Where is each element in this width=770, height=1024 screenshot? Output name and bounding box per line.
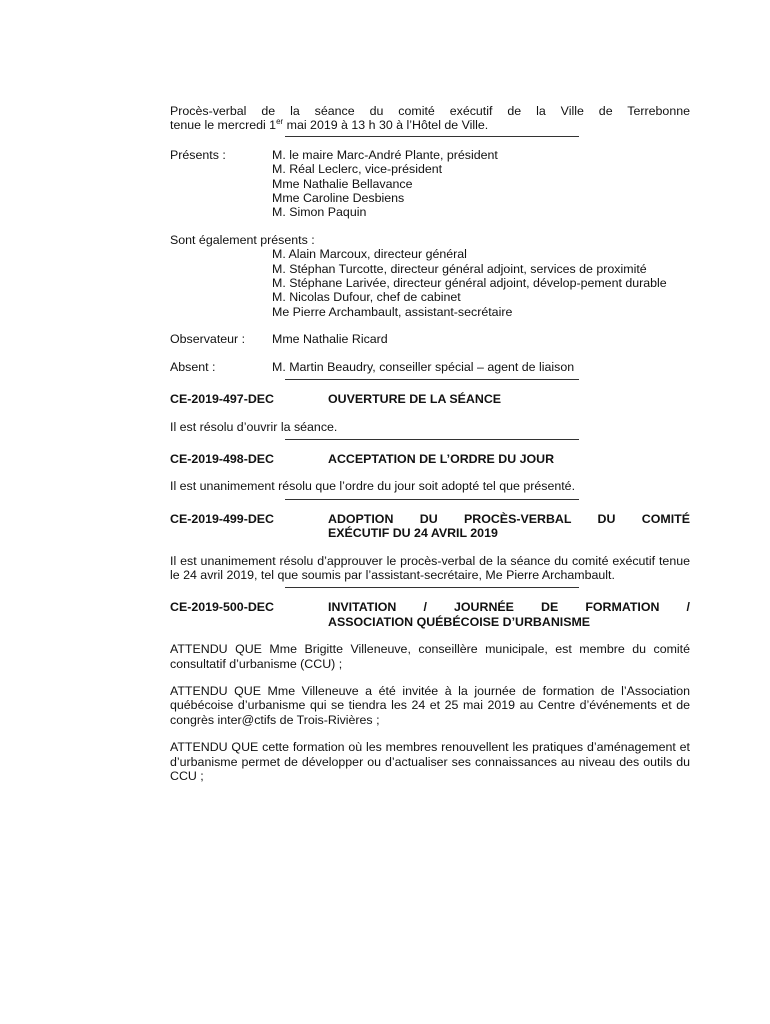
resolution-text: Il est unanimement résolu d’approuver le procès-verbal de la séance du comité exécutif tenue le 24 avril 2019, tel que soumis par l’assistant-secrétaire, Me Pierre Archambault.	[170, 553, 690, 582]
resolution-number: CE-2019-497-DEC	[170, 392, 274, 407]
whereas-paragraph: ATTENDU QUE Mme Brigitte Villeneuve, conseillère municipale, est membre du comité consultatif d’urbanisme (CCU) ;	[170, 642, 690, 671]
resolution-title: OUVERTURE DE LA SÉANCE	[328, 392, 502, 407]
separator-rule	[285, 136, 579, 137]
list-item: Mme Caroline Desbiens	[272, 191, 405, 206]
heading-line-2: tenue le mercredi 1er mai 2019 à 13 h 30 à l’Hôtel de Ville.	[170, 117, 489, 133]
presents-list	[272, 148, 690, 220]
list-item: M. Alain Marcoux, directeur général	[272, 247, 467, 262]
resolution-text: Il est résolu d’ouvrir la séance.	[170, 419, 338, 434]
separator-rule	[285, 379, 579, 380]
resolution-heading	[170, 392, 690, 406]
observer-section	[170, 332, 690, 346]
list-item: M. Réal Leclerc, vice-président	[272, 162, 443, 177]
minutes-page	[170, 104, 690, 783]
document-heading	[170, 104, 690, 133]
observer-value: Mme Nathalie Ricard	[272, 332, 388, 347]
heading-line-1: Procès-verbal de la séance du comité exécutif de la Ville de Terrebonne	[170, 104, 690, 118]
list-item: M. Simon Paquin	[272, 205, 367, 220]
resolution-number: CE-2019-500-DEC	[170, 600, 274, 615]
also-present-section	[170, 233, 690, 319]
resolution-heading	[170, 452, 690, 466]
also-present-list	[272, 247, 690, 319]
list-item: Me Pierre Archambault, assistant-secrétaire	[272, 304, 513, 319]
absent-section	[170, 360, 690, 374]
observer-label: Observateur :	[170, 332, 246, 347]
resolution-number: CE-2019-499-DEC	[170, 511, 274, 526]
separator-rule	[285, 439, 579, 440]
list-item: M. Nicolas Dufour, chef de cabinet	[272, 290, 461, 305]
resolution-title: ADOPTION DU PROCÈS-VERBAL DU COMITÉ EXÉCUTIF DU 24 AVRIL 2019	[328, 511, 690, 541]
resolution-heading	[170, 600, 690, 629]
resolution-number: CE-2019-498-DEC	[170, 451, 274, 466]
list-item: M. Stéphane Larivée, directeur général adjoint, dévelop-pement durable	[272, 276, 667, 291]
list-item: M. le maire Marc-André Plante, président	[272, 147, 498, 162]
also-present-label: Sont également présents :	[170, 232, 315, 247]
presents-section	[170, 148, 690, 220]
resolution-heading	[170, 512, 690, 541]
absent-value: M. Martin Beaudry, conseiller spécial – agent de liaison	[272, 359, 575, 374]
absent-label: Absent :	[170, 359, 216, 374]
resolution-text: Il est unanimement résolu que l’ordre du jour soit adopté tel que présenté.	[170, 479, 576, 494]
list-item: M. Stéphan Turcotte, directeur général adjoint, services de proximité	[272, 261, 647, 276]
resolution-title: ACCEPTATION DE L’ORDRE DU JOUR	[328, 451, 555, 466]
whereas-paragraph: ATTENDU QUE Mme Villeneuve a été invitée à la journée de formation de l’Association québécoise d’urbanisme qui se tiendra les 24 et 25 mai 2019 au Centre d’événements et de congrès inter@ctifs de Trois-Rivières ;	[170, 683, 690, 727]
separator-rule	[285, 587, 579, 588]
list-item: Mme Nathalie Bellavance	[272, 176, 413, 191]
whereas-paragraph: ATTENDU QUE cette formation où les membres renouvellent les pratiques d’aménagement et d’urbanisme permet de développer ou d’actualiser ses connaissances au niveau des outils du CCU ;	[170, 740, 690, 783]
presents-label: Présents :	[170, 147, 226, 162]
resolution-title: INVITATION / JOURNÉE DE FORMATION / ASSOCIATION QUÉBÉCOISE D’URBANISME	[328, 600, 690, 629]
separator-rule	[285, 499, 579, 500]
